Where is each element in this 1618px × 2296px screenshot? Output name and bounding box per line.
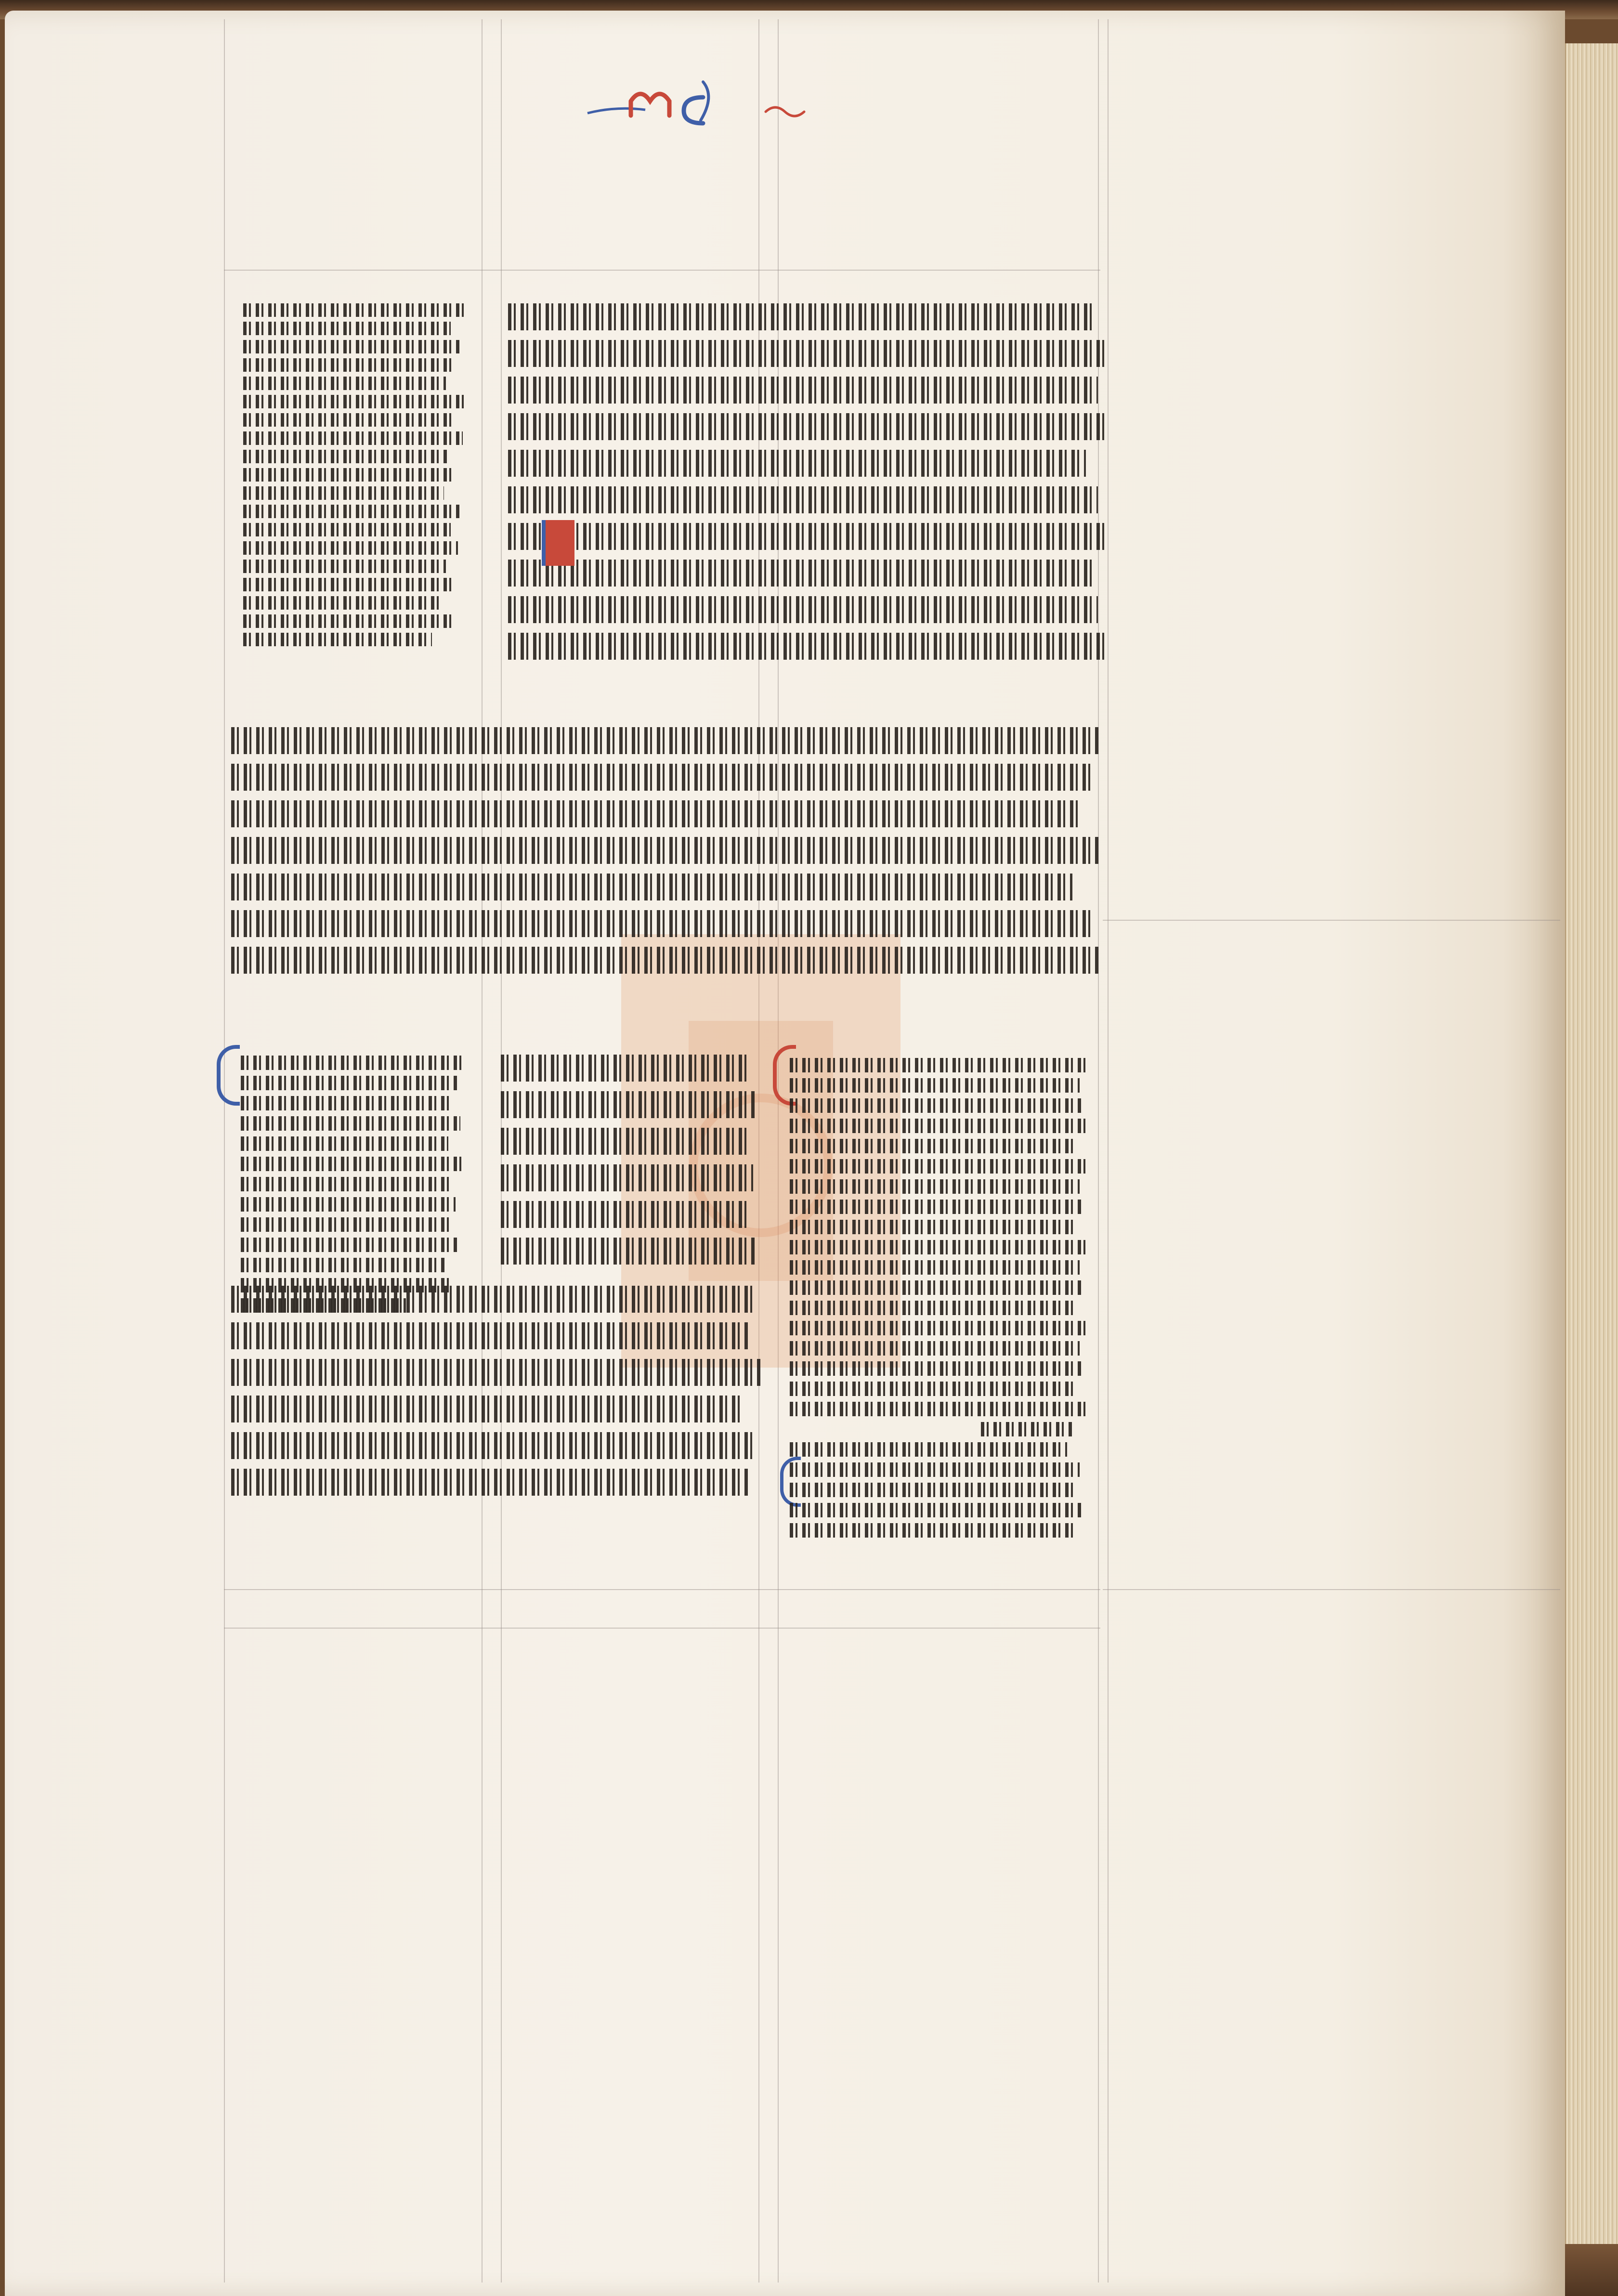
text-line — [231, 764, 1090, 791]
gloss-line — [241, 1076, 458, 1090]
gloss-line — [790, 1301, 1076, 1315]
gloss-line — [241, 1238, 458, 1252]
gloss-line — [790, 1483, 1076, 1497]
main-text-wide — [231, 718, 1108, 983]
text-line — [231, 947, 1099, 974]
gloss-line — [241, 1177, 453, 1191]
ruling-line — [224, 270, 1100, 271]
ruling-line — [1103, 920, 1560, 921]
gloss-line — [790, 1220, 1073, 1234]
ruling-line — [482, 19, 483, 2283]
gloss-line — [790, 1402, 1085, 1416]
gloss-line — [790, 1098, 1083, 1113]
gloss-line — [243, 468, 456, 482]
text-line — [508, 340, 1104, 367]
text-line — [231, 1322, 750, 1349]
gloss-line — [243, 358, 456, 372]
text-line — [231, 910, 1090, 937]
gloss-line — [790, 1321, 1085, 1335]
gloss-line — [243, 450, 448, 463]
gloss-line — [243, 395, 465, 408]
text-line — [231, 727, 1099, 754]
text-line — [501, 1055, 750, 1082]
gloss-line — [790, 1523, 1073, 1538]
red-initial — [542, 520, 574, 566]
gloss-line — [241, 1258, 446, 1272]
gloss-line — [790, 1119, 1089, 1133]
gloss-line — [243, 303, 468, 317]
gloss-line — [241, 1116, 460, 1131]
gloss-line — [243, 614, 453, 628]
gloss-line — [790, 1078, 1080, 1093]
ruling-line — [224, 19, 225, 2283]
gloss-line — [243, 505, 460, 518]
gloss-line — [790, 1280, 1083, 1295]
lower-right-gloss — [790, 1052, 1098, 1543]
blue-initial — [217, 1045, 240, 1106]
gloss-line — [790, 1462, 1080, 1477]
gloss-line — [243, 340, 460, 353]
gloss-line — [790, 1503, 1083, 1517]
gloss-line — [243, 560, 446, 573]
gloss-line — [241, 1197, 456, 1212]
text-line — [508, 486, 1098, 513]
text-line — [501, 1091, 756, 1118]
gloss-line — [241, 1136, 448, 1151]
text-line — [231, 874, 1072, 900]
text-line — [231, 837, 1099, 864]
gloss-line — [241, 1157, 463, 1171]
text-line — [501, 1201, 750, 1228]
main-text-lower-center — [501, 1045, 761, 1274]
gloss-line — [243, 431, 463, 445]
gloss-line — [243, 633, 432, 646]
gloss-line — [243, 486, 444, 500]
gloss-line — [243, 523, 451, 536]
text-line — [231, 1286, 755, 1313]
text-line — [508, 413, 1104, 440]
text-line — [231, 1432, 755, 1459]
gloss-line — [790, 1058, 1085, 1072]
text-line — [231, 800, 1081, 827]
gloss-line — [241, 1217, 451, 1232]
text-line — [231, 1396, 744, 1422]
gloss-line — [790, 1200, 1083, 1214]
text-line — [231, 1469, 750, 1496]
text-line — [508, 303, 1092, 330]
ruling-line — [224, 1589, 1100, 1590]
inner-gloss — [243, 299, 479, 651]
gloss-line — [790, 1139, 1076, 1153]
text-line — [508, 596, 1098, 623]
gloss-line — [243, 413, 453, 427]
main-text-upper — [508, 294, 1110, 669]
main-text-lower-wide — [231, 1276, 766, 1505]
gloss-line — [790, 1159, 1085, 1174]
running-head — [559, 72, 848, 130]
gloss-line — [981, 1422, 1073, 1436]
gloss-line — [243, 578, 456, 591]
gloss-line — [790, 1442, 1067, 1457]
text-line — [231, 1359, 760, 1386]
gloss-line — [243, 377, 446, 390]
text-line — [501, 1128, 748, 1155]
text-line — [508, 523, 1104, 550]
gloss-line — [243, 596, 442, 610]
gloss-line — [241, 1056, 465, 1070]
gloss-line — [790, 1361, 1083, 1376]
gloss-line — [790, 1240, 1085, 1254]
gloss-line — [790, 1341, 1080, 1356]
gloss-line — [790, 1179, 1080, 1194]
text-line — [508, 560, 1092, 587]
ruling-line — [224, 1628, 1100, 1629]
gloss-line — [790, 1382, 1073, 1396]
text-line — [508, 450, 1086, 477]
text-line — [508, 633, 1104, 660]
gloss-line — [243, 322, 451, 335]
text-line — [508, 377, 1098, 404]
text-line — [501, 1238, 756, 1265]
binding-bottom-corner — [1565, 2244, 1618, 2296]
gloss-line — [241, 1096, 453, 1110]
gloss-line — [243, 541, 458, 555]
gloss-line — [790, 1260, 1080, 1275]
page-block-fore-edge — [1565, 43, 1618, 2254]
ruling-line — [1103, 1589, 1560, 1590]
text-line — [501, 1164, 753, 1191]
